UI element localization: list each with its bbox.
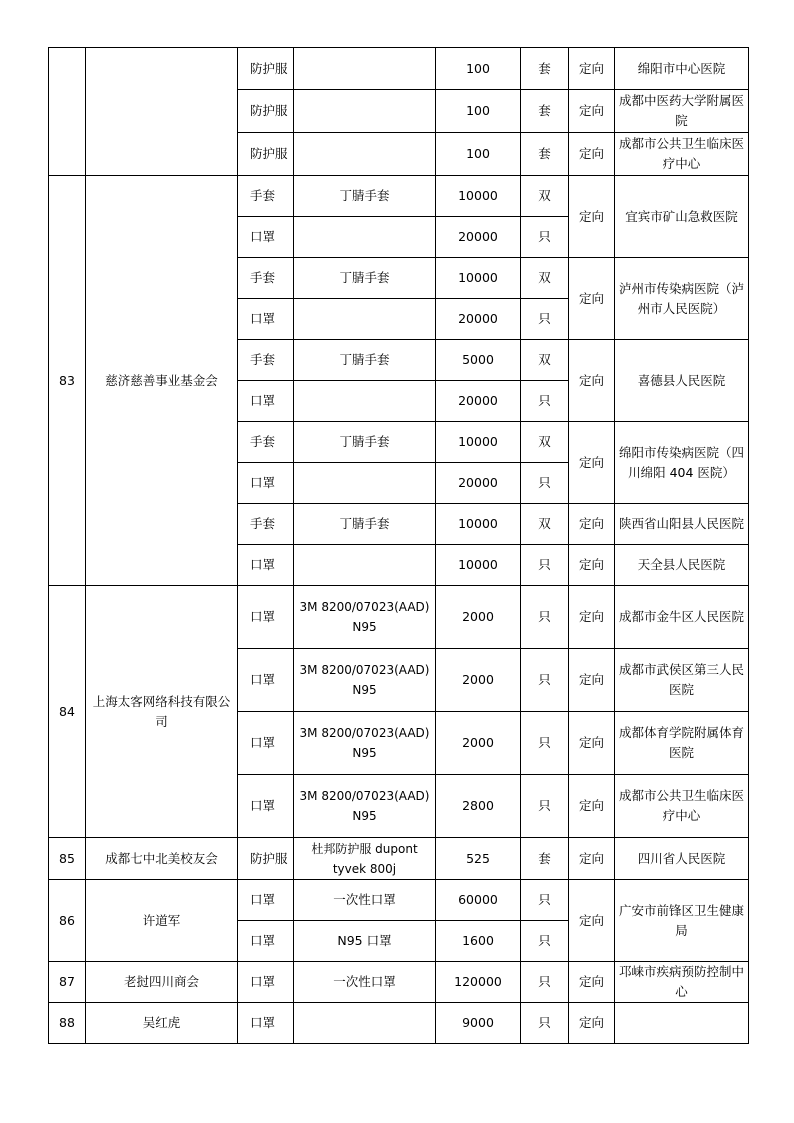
recipient-cell: 四川省人民医院	[615, 838, 749, 880]
unit-cell: 双	[521, 422, 569, 463]
qty-cell: 100	[436, 133, 521, 176]
recipient-cell: 泸州市传染病医院（泸州市人民医院）	[615, 258, 749, 340]
spec-cell: 丁腈手套	[294, 176, 436, 217]
recipient-cell: 成都市金牛区人民医院	[615, 586, 749, 649]
method-cell: 定向	[569, 838, 615, 880]
qty-cell: 20000	[436, 463, 521, 504]
recipient-cell: 喜德县人民医院	[615, 340, 749, 422]
donor-cell	[86, 48, 238, 176]
qty-cell: 5000	[436, 340, 521, 381]
qty-cell: 120000	[436, 962, 521, 1003]
table-row	[49, 880, 749, 921]
spec-cell: 3M 8200/07023(AAD) N95	[294, 586, 436, 649]
spec-cell: 一次性口罩	[294, 880, 436, 921]
spec-cell: 3M 8200/07023(AAD) N95	[294, 775, 436, 838]
item-cell: 口罩	[238, 921, 294, 962]
row-number: 84	[49, 586, 86, 838]
unit-cell: 只	[521, 545, 569, 586]
row-number: 88	[49, 1003, 86, 1044]
unit-cell: 只	[521, 921, 569, 962]
spec-cell	[294, 545, 436, 586]
method-cell: 定向	[569, 258, 615, 340]
unit-cell: 只	[521, 586, 569, 649]
item-cell: 口罩	[238, 299, 294, 340]
donation-table	[48, 47, 749, 1044]
spec-cell	[294, 1003, 436, 1044]
item-cell: 手套	[238, 258, 294, 299]
qty-cell: 10000	[436, 422, 521, 463]
spec-cell	[294, 299, 436, 340]
unit-cell: 双	[521, 504, 569, 545]
qty-cell: 100	[436, 90, 521, 133]
recipient-cell: 绵阳市传染病医院（四川绵阳 404 医院）	[615, 422, 749, 504]
recipient-cell: 成都市公共卫生临床医疗中心	[615, 133, 749, 176]
method-cell: 定向	[569, 775, 615, 838]
item-cell: 防护服	[238, 838, 294, 880]
item-cell: 口罩	[238, 1003, 294, 1044]
spec-cell: 3M 8200/07023(AAD) N95	[294, 712, 436, 775]
unit-cell: 只	[521, 775, 569, 838]
unit-cell: 只	[521, 880, 569, 921]
qty-cell: 20000	[436, 299, 521, 340]
recipient-cell: 邛崃市疾病预防控制中心	[615, 962, 749, 1003]
unit-cell: 只	[521, 962, 569, 1003]
qty-cell: 60000	[436, 880, 521, 921]
donor-cell: 上海太客网络科技有限公司	[86, 586, 238, 838]
qty-cell: 20000	[436, 217, 521, 258]
qty-cell: 2800	[436, 775, 521, 838]
unit-cell: 只	[521, 649, 569, 712]
item-cell: 口罩	[238, 463, 294, 504]
item-cell: 口罩	[238, 545, 294, 586]
unit-cell: 双	[521, 258, 569, 299]
qty-cell: 1600	[436, 921, 521, 962]
row-number: 85	[49, 838, 86, 880]
qty-cell: 2000	[436, 649, 521, 712]
qty-cell: 10000	[436, 258, 521, 299]
method-cell: 定向	[569, 133, 615, 176]
method-cell: 定向	[569, 649, 615, 712]
table-row	[49, 1003, 749, 1044]
unit-cell: 只	[521, 381, 569, 422]
item-cell: 口罩	[238, 217, 294, 258]
unit-cell: 只	[521, 1003, 569, 1044]
qty-cell: 10000	[436, 504, 521, 545]
row-number: 83	[49, 176, 86, 586]
spec-cell: 丁腈手套	[294, 340, 436, 381]
unit-cell: 只	[521, 299, 569, 340]
recipient-cell: 广安市前锋区卫生健康局	[615, 880, 749, 962]
qty-cell: 2000	[436, 586, 521, 649]
table-row	[49, 48, 749, 90]
row-number: 86	[49, 880, 86, 962]
item-cell: 防护服	[238, 133, 294, 176]
method-cell: 定向	[569, 422, 615, 504]
recipient-cell: 宜宾市矿山急救医院	[615, 176, 749, 258]
donor-cell: 许道军	[86, 880, 238, 962]
qty-cell: 10000	[436, 545, 521, 586]
item-cell: 防护服	[238, 90, 294, 133]
table-row	[49, 838, 749, 880]
item-cell: 口罩	[238, 962, 294, 1003]
spec-cell: 丁腈手套	[294, 504, 436, 545]
row-number	[49, 48, 86, 176]
spec-cell	[294, 381, 436, 422]
recipient-cell: 成都中医药大学附属医院	[615, 90, 749, 133]
unit-cell: 套	[521, 133, 569, 176]
recipient-cell	[615, 1003, 749, 1044]
qty-cell: 525	[436, 838, 521, 880]
table-row	[49, 176, 749, 217]
item-cell: 口罩	[238, 880, 294, 921]
recipient-cell: 成都市武侯区第三人民医院	[615, 649, 749, 712]
qty-cell: 20000	[436, 381, 521, 422]
spec-cell: N95 口罩	[294, 921, 436, 962]
method-cell: 定向	[569, 962, 615, 1003]
qty-cell: 100	[436, 48, 521, 90]
item-cell: 防护服	[238, 48, 294, 90]
spec-cell	[294, 90, 436, 133]
item-cell: 手套	[238, 504, 294, 545]
method-cell: 定向	[569, 586, 615, 649]
recipient-cell: 陕西省山阳县人民医院	[615, 504, 749, 545]
method-cell: 定向	[569, 340, 615, 422]
spec-cell: 杜邦防护服 dupont tyvek 800j	[294, 838, 436, 880]
unit-cell: 套	[521, 838, 569, 880]
spec-cell	[294, 463, 436, 504]
donor-cell: 吴红虎	[86, 1003, 238, 1044]
recipient-cell: 成都市公共卫生临床医疗中心	[615, 775, 749, 838]
method-cell: 定向	[569, 90, 615, 133]
spec-cell: 丁腈手套	[294, 258, 436, 299]
method-cell: 定向	[569, 712, 615, 775]
donor-cell: 成都七中北美校友会	[86, 838, 238, 880]
method-cell: 定向	[569, 48, 615, 90]
unit-cell: 套	[521, 48, 569, 90]
method-cell: 定向	[569, 176, 615, 258]
table-row	[49, 586, 749, 649]
unit-cell: 只	[521, 463, 569, 504]
spec-cell: 3M 8200/07023(AAD) N95	[294, 649, 436, 712]
item-cell: 手套	[238, 422, 294, 463]
qty-cell: 2000	[436, 712, 521, 775]
method-cell: 定向	[569, 504, 615, 545]
recipient-cell: 绵阳市中心医院	[615, 48, 749, 90]
method-cell: 定向	[569, 880, 615, 962]
unit-cell: 套	[521, 90, 569, 133]
item-cell: 口罩	[238, 649, 294, 712]
unit-cell: 双	[521, 176, 569, 217]
qty-cell: 10000	[436, 176, 521, 217]
item-cell: 手套	[238, 340, 294, 381]
spec-cell: 一次性口罩	[294, 962, 436, 1003]
spec-cell: 丁腈手套	[294, 422, 436, 463]
unit-cell: 只	[521, 217, 569, 258]
method-cell: 定向	[569, 545, 615, 586]
table-row	[49, 962, 749, 1003]
item-cell: 口罩	[238, 775, 294, 838]
unit-cell: 只	[521, 712, 569, 775]
item-cell: 口罩	[238, 586, 294, 649]
recipient-cell: 成都体育学院附属体育医院	[615, 712, 749, 775]
unit-cell: 双	[521, 340, 569, 381]
item-cell: 手套	[238, 176, 294, 217]
item-cell: 口罩	[238, 381, 294, 422]
spec-cell	[294, 48, 436, 90]
item-cell: 口罩	[238, 712, 294, 775]
row-number: 87	[49, 962, 86, 1003]
recipient-cell: 天全县人民医院	[615, 545, 749, 586]
qty-cell: 9000	[436, 1003, 521, 1044]
donor-cell: 慈济慈善事业基金会	[86, 176, 238, 586]
spec-cell	[294, 133, 436, 176]
spec-cell	[294, 217, 436, 258]
donor-cell: 老挝四川商会	[86, 962, 238, 1003]
method-cell: 定向	[569, 1003, 615, 1044]
